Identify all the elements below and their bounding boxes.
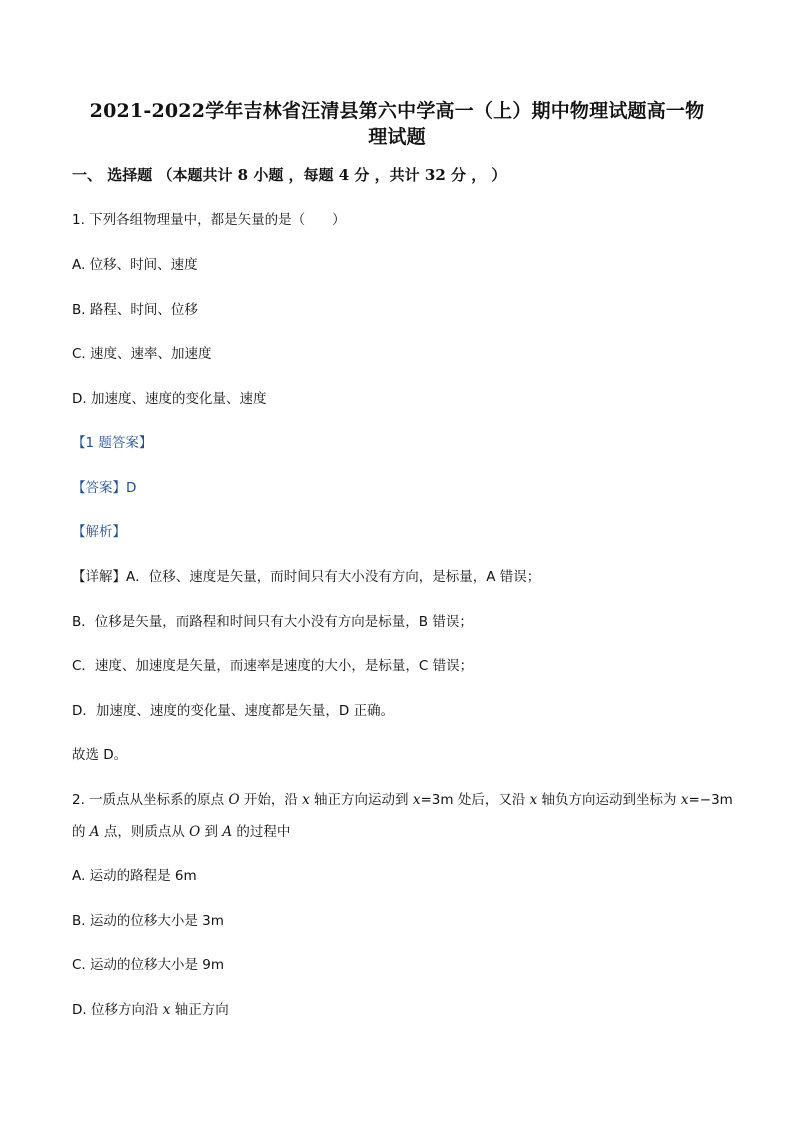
question-2-stem-line-1 xyxy=(72,788,733,808)
q2-option-d-text: 轴正方向 xyxy=(170,1002,229,1018)
question-2-option-b: B. 运动的位移大小是 3m xyxy=(72,913,224,929)
document-title-line-2: 理试题 xyxy=(368,126,426,148)
question-2-stem-line-2 xyxy=(72,820,290,840)
question-1-stem: 1. 下列各组物理量中，都是矢量的是（ ） xyxy=(72,212,346,228)
q2-var-x: x xyxy=(680,792,689,808)
q2-text: 开始，沿 xyxy=(239,792,303,808)
question-1-conclusion: 故选 D。 xyxy=(72,747,128,763)
q2-var-o: O xyxy=(228,792,240,808)
question-1-detail-line-3: C．速度、加速度是矢量，而速率是速度的大小，是标量，C 错误； xyxy=(72,658,474,674)
question-1-detail-line-2: B．位移是矢量，而路程和时间只有大小没有方向是标量，B 错误； xyxy=(72,614,473,630)
question-1-option-b: B. 路程、时间、位移 xyxy=(72,302,198,318)
q2-var-a: A xyxy=(89,824,100,840)
question-2-option-d xyxy=(72,998,229,1018)
q2-var-o: O xyxy=(189,824,201,840)
question-1-analysis-heading: 【解析】 xyxy=(72,524,126,540)
question-1-option-d: D. 加速度、速度的变化量、速度 xyxy=(72,391,267,407)
question-1-option-c: C. 速度、速率、加速度 xyxy=(72,346,212,362)
q2-text: 2. 一质点从坐标系的原点 xyxy=(72,792,229,808)
section-heading-multiple-choice: 一、 选择题 （本题共计 8 小题 ，每题 4 分 ，共计 32 分 ， ） xyxy=(72,166,507,184)
q2-text: 轴正方向运动到 xyxy=(309,792,413,808)
question-1-answer xyxy=(72,476,136,496)
q2-option-d-text: D. 位移方向沿 xyxy=(72,1002,163,1018)
q2-text: 到 xyxy=(200,824,223,840)
question-1-option-a: A. 位移、时间、速度 xyxy=(72,257,198,273)
q2-text: =−3m xyxy=(688,792,733,808)
q2-var-a: A xyxy=(222,824,233,840)
q2-option-d-var-x: x xyxy=(162,1002,171,1018)
question-2-option-c: C. 运动的位移大小是 9m xyxy=(72,957,225,973)
q2-text: 轴负方向运动到坐标为 xyxy=(537,792,681,808)
q2-text: 的 xyxy=(72,824,90,840)
document-title-line-1: 2021-2022学年吉林省汪清县第六中学高一（上）期中物理试题高一物 xyxy=(89,100,705,122)
q2-text: 点，则质点从 xyxy=(99,824,190,840)
q2-text: 的过程中 xyxy=(232,824,291,840)
q2-var-x: x xyxy=(529,792,538,808)
question-2-option-a: A. 运动的路程是 6m xyxy=(72,868,197,884)
answer-label: 【答案】D xyxy=(72,480,137,496)
q2-var-x: x xyxy=(302,792,310,808)
question-1-detail-line-1: 【详解】A．位移、速度是矢量，而时间只有大小没有方向，是标量，A 错误； xyxy=(72,569,541,585)
question-1-answer-heading: 【1 题答案】 xyxy=(72,435,153,451)
q2-text: =3m 处后，又沿 xyxy=(420,792,530,808)
q2-var-x: x xyxy=(412,792,421,808)
question-1-detail-line-4: D．加速度、速度的变化量、速度都是矢量，D 正确。 xyxy=(72,703,395,719)
